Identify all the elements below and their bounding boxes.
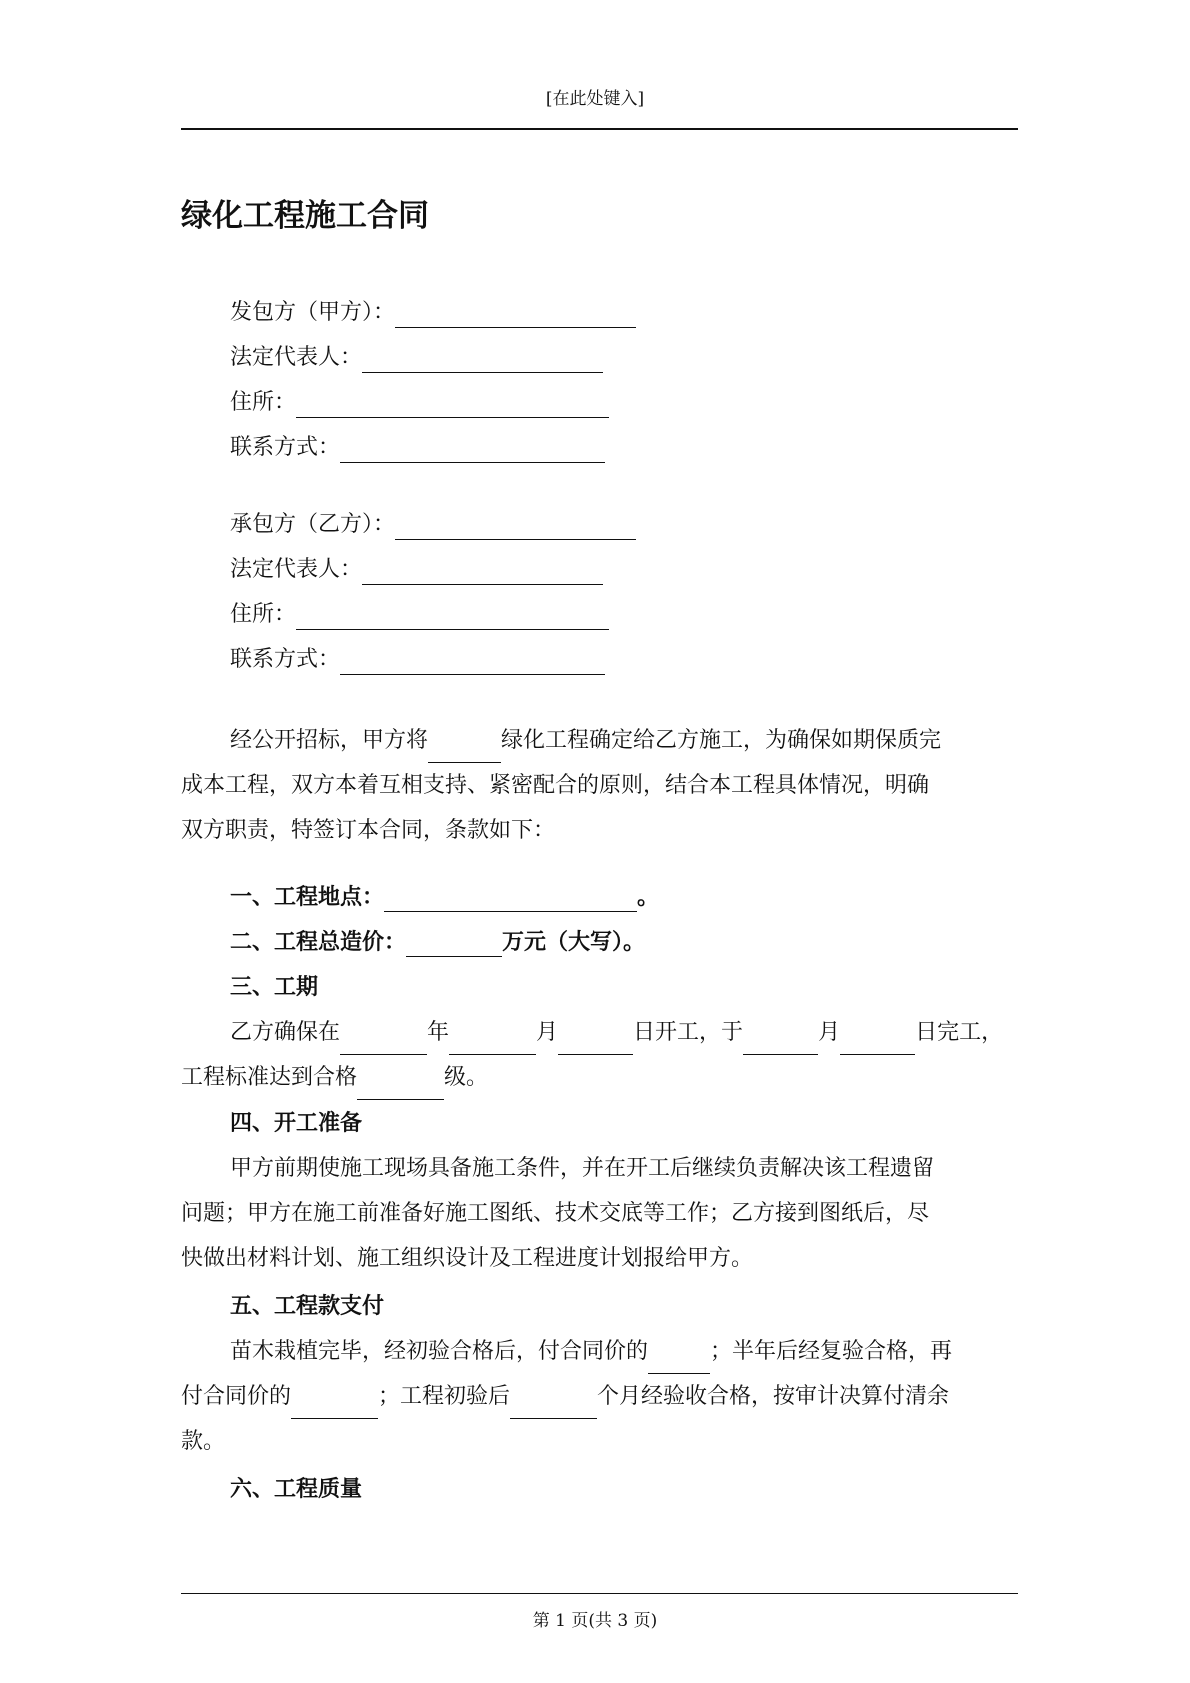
section-5-paragraph (181, 1329, 1018, 1464)
party-b-contact-line (230, 645, 605, 675)
party-b-rep-line (230, 555, 603, 585)
intro-paragraph (181, 718, 1018, 853)
s5-text-2a: 付合同价的 (181, 1384, 292, 1409)
end-month-blank[interactable] (743, 1028, 818, 1055)
section-4-line-1: 甲方前期使施工现场具备施工条件，并在开工后继续负责解决该工程遗留 (230, 1156, 935, 1181)
party-b-rep-label: 法定代表人： (230, 557, 363, 582)
intro-line-3: 双方职责，特签订本合同，条款如下： (181, 818, 556, 843)
s5-text-2b: ；工程初验后 (378, 1384, 511, 1409)
s3-grade-end: 级。 (444, 1065, 489, 1090)
section-4-heading: 四、开工准备 (230, 1110, 363, 1136)
s5-text-1a: 苗木栽植完毕，经初验合格后，付合同价的 (230, 1339, 649, 1364)
start-day-blank[interactable] (558, 1028, 633, 1055)
s5-text-2c: 个月经验收合格，按审计决算付清余 (597, 1384, 950, 1409)
section-4-paragraph (181, 1146, 1018, 1281)
section-1-label: 一、工程地点： (230, 884, 385, 910)
party-a-name-line (230, 298, 636, 328)
page-header: [在此处键入] (545, 89, 645, 109)
section-5-line-3: 款。 (181, 1429, 226, 1454)
party-b-contact-label: 联系方式： (230, 647, 341, 672)
footer-divider (181, 1593, 1018, 1594)
document-title: 绿化工程施工合同 (181, 198, 429, 234)
party-a-address-line (230, 388, 609, 418)
party-b-label: 承包方（乙方）： (230, 512, 396, 537)
months-blank[interactable] (510, 1392, 597, 1419)
s3-month-2: 月 (818, 1020, 841, 1045)
header-divider (181, 128, 1018, 130)
second-payment-blank[interactable] (291, 1392, 378, 1419)
party-a-contact-blank[interactable] (340, 436, 605, 463)
party-b-contact-blank[interactable] (340, 648, 605, 675)
party-a-name-blank[interactable] (395, 301, 636, 328)
start-month-blank[interactable] (449, 1028, 536, 1055)
party-a-address-label: 住所： (230, 390, 297, 415)
party-b-name-blank[interactable] (395, 513, 636, 540)
s5-text-1b: ；半年后经复验合格，再 (710, 1339, 953, 1364)
page-footer: 第 1 页(共 3 页) (532, 1611, 658, 1631)
party-a-rep-label: 法定代表人： (230, 345, 363, 370)
party-a-label: 发包方（甲方）： (230, 300, 396, 325)
section-4-line-2: 问题；甲方在施工前准备好施工图纸、技术交底等工作；乙方接到图纸后，尽 (181, 1201, 930, 1226)
section-5-line-1 (181, 1329, 1018, 1374)
intro-text-1b: 绿化工程确定给乙方施工，为确保如期保质完 (501, 728, 942, 753)
first-payment-blank[interactable] (648, 1347, 710, 1374)
section-5-line-2 (181, 1374, 1018, 1419)
section-3-heading: 三、工期 (230, 974, 319, 1000)
party-b-address-line (230, 600, 609, 630)
section-6-heading: 六、工程质量 (230, 1476, 363, 1502)
party-b-rep-blank[interactable] (362, 558, 603, 585)
party-b-address-label: 住所： (230, 602, 297, 627)
party-b-name-line (230, 510, 636, 540)
section-4-line-3: 快做出材料计划、施工组织设计及工程进度计划报给甲方。 (181, 1246, 754, 1271)
s3-standard-text: 工程标准达到合格 (181, 1065, 358, 1090)
project-name-blank[interactable] (428, 736, 501, 763)
start-year-blank[interactable] (340, 1028, 427, 1055)
section-3-line-2 (181, 1055, 1018, 1100)
party-a-contact-label: 联系方式： (230, 435, 341, 460)
section-2-label: 二、工程总造价： (230, 929, 407, 955)
s3-day-end: 日完工， (915, 1020, 1004, 1045)
section-3-paragraph (181, 1010, 1018, 1100)
party-a-address-blank[interactable] (296, 391, 609, 418)
section-3-line-1 (181, 1010, 1018, 1055)
party-a-contact-line (230, 433, 605, 463)
cost-blank[interactable] (406, 930, 502, 957)
section-5-heading: 五、工程款支付 (230, 1293, 385, 1319)
party-a-rep-line (230, 343, 603, 373)
section-1-location (230, 882, 659, 912)
intro-text-1a: 经公开招标，甲方将 (230, 728, 429, 753)
intro-line-1 (181, 718, 1018, 763)
section-2-end: 万元（大写）。 (502, 929, 646, 955)
party-b-address-blank[interactable] (296, 603, 609, 630)
s3-year: 年 (427, 1020, 450, 1045)
party-a-rep-blank[interactable] (362, 346, 603, 373)
grade-blank[interactable] (357, 1073, 444, 1100)
location-blank[interactable] (384, 885, 637, 912)
s3-day-start: 日开工，于 (633, 1020, 744, 1045)
end-day-blank[interactable] (840, 1028, 915, 1055)
section-2-cost (230, 927, 645, 957)
intro-line-2: 成本工程，双方本着互相支持、紧密配合的原则，结合本工程具体情况，明确 (181, 773, 930, 798)
s3-month: 月 (536, 1020, 559, 1045)
section-1-end: 。 (637, 884, 660, 910)
s3-text-start: 乙方确保在 (230, 1020, 341, 1045)
